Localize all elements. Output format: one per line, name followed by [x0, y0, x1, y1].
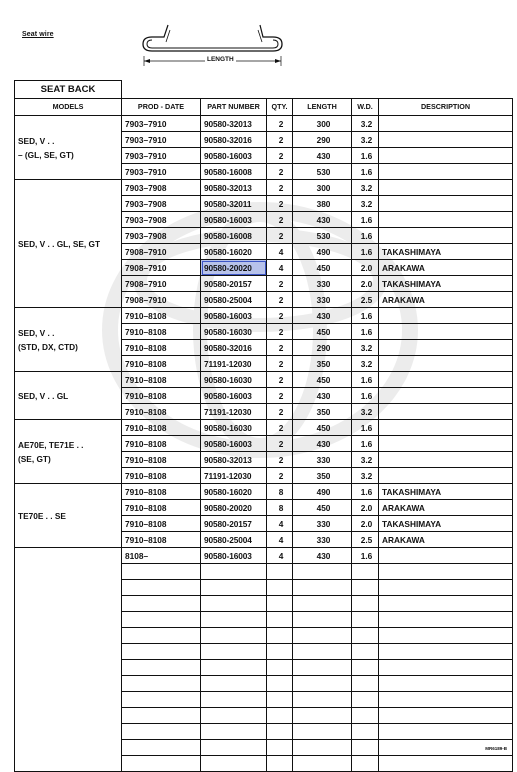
part-number-cell: 90580-16030	[201, 372, 267, 388]
prod-date-cell	[122, 708, 201, 724]
wd-cell: 1.6	[352, 244, 379, 260]
prod-date-cell	[122, 644, 201, 660]
prod-date-cell: 7908–7910	[122, 244, 201, 260]
wd-cell	[352, 564, 379, 580]
qty-cell: 2	[267, 196, 293, 212]
prod-date-cell: 7910–8108	[122, 340, 201, 356]
wd-cell: 1.6	[352, 212, 379, 228]
prod-date-cell: 7903–7910	[122, 148, 201, 164]
description-cell: ARAKAWA	[379, 260, 513, 276]
description-cell	[379, 580, 513, 596]
wd-cell: 1.6	[352, 228, 379, 244]
wd-cell: 2.5	[352, 292, 379, 308]
wd-cell	[352, 580, 379, 596]
prod-date-cell: 7903–7910	[122, 132, 201, 148]
wd-cell: 3.2	[352, 132, 379, 148]
col-header-models: MODELS	[15, 99, 122, 116]
wd-cell: 3.2	[352, 340, 379, 356]
wd-cell: 2.0	[352, 516, 379, 532]
part-number-cell: 90580-16020	[201, 244, 267, 260]
prod-date-cell: 7903–7908	[122, 212, 201, 228]
qty-cell: 2	[267, 468, 293, 484]
qty-cell: 8	[267, 500, 293, 516]
prod-date-cell	[122, 740, 201, 756]
model-cell: SED, V . . – (GL, SE, GT)	[15, 116, 122, 180]
part-number-cell: 90580-16008	[201, 228, 267, 244]
part-number-cell: 90580-16030	[201, 420, 267, 436]
description-cell	[379, 676, 513, 692]
length-cell	[293, 660, 352, 676]
qty-cell	[267, 692, 293, 708]
wd-cell: 2.0	[352, 500, 379, 516]
prod-date-cell	[122, 676, 201, 692]
wd-cell: 2.0	[352, 260, 379, 276]
prod-date-cell: 7910–8108	[122, 532, 201, 548]
col-header-description: DESCRIPTION	[379, 99, 513, 116]
wd-cell	[352, 756, 379, 772]
part-number-cell: 90580-20020	[201, 260, 267, 276]
header-row	[15, 99, 513, 116]
part-number-cell: 90580-20020	[201, 500, 267, 516]
part-number-cell	[201, 564, 267, 580]
length-cell	[293, 756, 352, 772]
length-dimension-label: LENGTH	[207, 56, 234, 63]
model-cell	[15, 548, 122, 772]
part-number-cell: 90580-32016	[201, 132, 267, 148]
section-title: SEAT BACK	[15, 81, 122, 99]
wd-cell: 1.6	[352, 164, 379, 180]
prod-date-cell: 7903–7908	[122, 228, 201, 244]
wd-cell	[352, 628, 379, 644]
qty-cell: 2	[267, 132, 293, 148]
length-cell: 490	[293, 244, 352, 260]
model-cell: AE70E, TE71E . . (SE, GT)	[15, 420, 122, 484]
wd-cell: 1.6	[352, 372, 379, 388]
length-cell: 300	[293, 116, 352, 132]
qty-cell: 2	[267, 372, 293, 388]
part-number-cell	[201, 628, 267, 644]
qty-cell	[267, 596, 293, 612]
table-row	[15, 484, 513, 500]
description-cell	[379, 708, 513, 724]
qty-cell	[267, 756, 293, 772]
description-cell	[379, 452, 513, 468]
qty-cell: 2	[267, 276, 293, 292]
table-row	[15, 180, 513, 196]
prod-date-cell	[122, 660, 201, 676]
part-number-cell	[201, 708, 267, 724]
description-cell	[379, 132, 513, 148]
part-number-cell: 90580-16020	[201, 484, 267, 500]
part-number-cell: 90580-25004	[201, 292, 267, 308]
prod-date-cell	[122, 628, 201, 644]
length-cell: 430	[293, 388, 352, 404]
part-number-cell: 90580-16003	[201, 388, 267, 404]
description-cell	[379, 324, 513, 340]
length-cell: 450	[293, 372, 352, 388]
part-number-cell	[201, 676, 267, 692]
seat-back-parts-table	[14, 80, 513, 772]
description-cell	[379, 148, 513, 164]
model-cell: TE70E . . SE	[15, 484, 122, 548]
part-number-cell: 71191-12030	[201, 468, 267, 484]
qty-cell: 2	[267, 420, 293, 436]
description-cell	[379, 388, 513, 404]
prod-date-cell: 7903–7910	[122, 164, 201, 180]
part-number-cell	[201, 580, 267, 596]
length-cell: 430	[293, 308, 352, 324]
length-cell: 350	[293, 468, 352, 484]
description-cell	[379, 340, 513, 356]
prod-date-cell	[122, 564, 201, 580]
prod-date-cell: 7903–7908	[122, 180, 201, 196]
length-cell	[293, 644, 352, 660]
prod-date-cell: 7910–8108	[122, 388, 201, 404]
part-number-cell: 90580-16003	[201, 548, 267, 564]
table-row	[15, 548, 513, 564]
wd-cell: 1.6	[352, 324, 379, 340]
prod-date-cell: 7910–8108	[122, 436, 201, 452]
description-cell	[379, 212, 513, 228]
wd-cell	[352, 660, 379, 676]
qty-cell: 2	[267, 452, 293, 468]
description-cell	[379, 436, 513, 452]
part-number-cell: 90580-16008	[201, 164, 267, 180]
description-cell	[379, 596, 513, 612]
length-cell: 300	[293, 180, 352, 196]
part-number-cell	[201, 756, 267, 772]
description-cell	[379, 660, 513, 676]
wd-cell	[352, 708, 379, 724]
qty-cell	[267, 612, 293, 628]
description-cell	[379, 308, 513, 324]
description-cell	[379, 564, 513, 580]
prod-date-cell: 8108–	[122, 548, 201, 564]
qty-cell: 2	[267, 228, 293, 244]
description-cell	[379, 196, 513, 212]
description-cell: TAKASHIMAYA	[379, 516, 513, 532]
qty-cell	[267, 724, 293, 740]
wd-cell: 2.0	[352, 276, 379, 292]
prod-date-cell	[122, 692, 201, 708]
length-cell	[293, 596, 352, 612]
col-header-part-number: PART NUMBER	[201, 99, 267, 116]
part-number-cell	[201, 692, 267, 708]
part-number-cell: 90580-16003	[201, 436, 267, 452]
part-number-cell	[201, 596, 267, 612]
length-cell	[293, 564, 352, 580]
length-cell: 430	[293, 548, 352, 564]
length-cell: 290	[293, 340, 352, 356]
description-cell	[379, 612, 513, 628]
prod-date-cell	[122, 580, 201, 596]
wd-cell: 2.5	[352, 532, 379, 548]
prod-date-cell: 7910–8108	[122, 468, 201, 484]
qty-cell: 2	[267, 356, 293, 372]
prod-date-cell: 7910–8108	[122, 500, 201, 516]
wd-cell: 3.2	[352, 180, 379, 196]
length-cell: 380	[293, 196, 352, 212]
wd-cell: 1.6	[352, 388, 379, 404]
length-cell: 490	[293, 484, 352, 500]
wd-cell: 1.6	[352, 308, 379, 324]
qty-cell	[267, 660, 293, 676]
description-cell	[379, 180, 513, 196]
part-number-cell	[201, 724, 267, 740]
qty-cell	[267, 740, 293, 756]
qty-cell: 2	[267, 148, 293, 164]
part-number-cell: 71191-12030	[201, 356, 267, 372]
description-cell	[379, 692, 513, 708]
length-cell: 430	[293, 436, 352, 452]
qty-cell: 2	[267, 116, 293, 132]
part-number-cell	[201, 644, 267, 660]
qty-cell: 2	[267, 324, 293, 340]
part-number-cell: 90580-16003	[201, 148, 267, 164]
qty-cell: 2	[267, 180, 293, 196]
part-number-cell	[201, 612, 267, 628]
wd-cell: 3.2	[352, 404, 379, 420]
length-cell: 530	[293, 164, 352, 180]
length-cell	[293, 740, 352, 756]
qty-cell: 4	[267, 516, 293, 532]
prod-date-cell: 7910–8108	[122, 324, 201, 340]
length-cell: 330	[293, 516, 352, 532]
part-number-cell	[201, 660, 267, 676]
table-row	[15, 420, 513, 436]
length-cell: 330	[293, 276, 352, 292]
description-cell	[379, 164, 513, 180]
length-cell	[293, 692, 352, 708]
wd-cell: 1.6	[352, 436, 379, 452]
prod-date-cell	[122, 596, 201, 612]
part-number-cell: 90580-16003	[201, 308, 267, 324]
wd-cell	[352, 644, 379, 660]
description-cell: TAKASHIMAYA	[379, 244, 513, 260]
description-cell	[379, 404, 513, 420]
prod-date-cell	[122, 724, 201, 740]
length-cell	[293, 724, 352, 740]
description-cell: ARAKAWA	[379, 532, 513, 548]
length-cell	[293, 580, 352, 596]
description-cell: ARAKAWA	[379, 500, 513, 516]
wd-cell	[352, 724, 379, 740]
prod-date-cell: 7910–8108	[122, 420, 201, 436]
wd-cell: 3.2	[352, 196, 379, 212]
length-cell	[293, 628, 352, 644]
description-cell	[379, 420, 513, 436]
wd-cell: 1.6	[352, 484, 379, 500]
part-number-cell: 90580-32013	[201, 116, 267, 132]
wd-cell: 1.6	[352, 420, 379, 436]
prod-date-cell: 7908–7910	[122, 292, 201, 308]
part-number-cell: 90580-20157	[201, 276, 267, 292]
length-cell	[293, 708, 352, 724]
part-number-cell: 90580-25004	[201, 532, 267, 548]
qty-cell	[267, 580, 293, 596]
part-number-cell: 71191-12030	[201, 404, 267, 420]
description-cell: ARAKAWA	[379, 292, 513, 308]
length-cell	[293, 612, 352, 628]
wd-cell: 1.6	[352, 548, 379, 564]
prod-date-cell: 7908–7910	[122, 260, 201, 276]
model-cell: SED, V . . (STD, DX, CTD)	[15, 308, 122, 372]
prod-date-cell: 7910–8108	[122, 404, 201, 420]
wd-cell: 3.2	[352, 452, 379, 468]
qty-cell: 2	[267, 404, 293, 420]
description-cell	[379, 644, 513, 660]
qty-cell: 2	[267, 308, 293, 324]
part-number-cell: 90580-20157	[201, 516, 267, 532]
wd-cell: 1.6	[352, 148, 379, 164]
part-number-cell: 90580-16030	[201, 324, 267, 340]
wd-cell	[352, 596, 379, 612]
part-number-cell	[201, 740, 267, 756]
qty-cell: 2	[267, 212, 293, 228]
col-header-prod-date: PROD - DATE	[122, 99, 201, 116]
page-title: Seat wire	[22, 31, 54, 38]
part-number-cell: 90580-32016	[201, 340, 267, 356]
prod-date-cell: 7910–8108	[122, 484, 201, 500]
prod-date-cell: 7910–8108	[122, 516, 201, 532]
prod-date-cell: 7910–8108	[122, 356, 201, 372]
footer-code: MR6189-B	[485, 746, 507, 751]
length-cell: 450	[293, 500, 352, 516]
description-cell	[379, 756, 513, 772]
length-cell	[293, 676, 352, 692]
col-header-wd: W.D.	[352, 99, 379, 116]
qty-cell: 2	[267, 436, 293, 452]
wd-cell	[352, 692, 379, 708]
qty-cell: 4	[267, 532, 293, 548]
qty-cell: 2	[267, 164, 293, 180]
length-cell: 430	[293, 212, 352, 228]
description-cell: TAKASHIMAYA	[379, 276, 513, 292]
description-cell	[379, 628, 513, 644]
wd-cell	[352, 740, 379, 756]
prod-date-cell: 7910–8108	[122, 452, 201, 468]
qty-cell: 2	[267, 340, 293, 356]
length-cell: 350	[293, 404, 352, 420]
qty-cell	[267, 564, 293, 580]
prod-date-cell: 7910–8108	[122, 372, 201, 388]
length-cell: 450	[293, 420, 352, 436]
col-header-length: LENGTH	[293, 99, 352, 116]
prod-date-cell	[122, 756, 201, 772]
description-cell: TAKASHIMAYA	[379, 484, 513, 500]
part-number-cell: 90580-32013	[201, 452, 267, 468]
length-cell: 330	[293, 292, 352, 308]
table-row	[15, 116, 513, 132]
length-cell: 530	[293, 228, 352, 244]
qty-cell: 4	[267, 548, 293, 564]
qty-cell: 8	[267, 484, 293, 500]
prod-date-cell: 7910–8108	[122, 308, 201, 324]
length-cell: 350	[293, 356, 352, 372]
description-cell	[379, 468, 513, 484]
col-header-qty: QTY.	[267, 99, 293, 116]
qty-cell: 4	[267, 244, 293, 260]
length-cell: 450	[293, 324, 352, 340]
qty-cell	[267, 628, 293, 644]
model-cell: SED, V . . GL	[15, 372, 122, 420]
description-cell	[379, 116, 513, 132]
qty-cell: 2	[267, 388, 293, 404]
qty-cell: 2	[267, 292, 293, 308]
model-cell: SED, V . . GL, SE, GT	[15, 180, 122, 308]
wd-cell	[352, 612, 379, 628]
wd-cell	[352, 676, 379, 692]
wd-cell: 3.2	[352, 356, 379, 372]
description-cell	[379, 356, 513, 372]
qty-cell: 4	[267, 260, 293, 276]
part-number-cell: 90580-16003	[201, 212, 267, 228]
part-number-cell: 90580-32013	[201, 180, 267, 196]
prod-date-cell: 7908–7910	[122, 276, 201, 292]
length-cell: 450	[293, 260, 352, 276]
description-cell	[379, 228, 513, 244]
wd-cell: 3.2	[352, 116, 379, 132]
table-row	[15, 372, 513, 388]
prod-date-cell: 7903–7910	[122, 116, 201, 132]
length-cell: 430	[293, 148, 352, 164]
length-cell: 290	[293, 132, 352, 148]
length-cell: 330	[293, 452, 352, 468]
table-row	[15, 308, 513, 324]
part-number-cell: 90580-32011	[201, 196, 267, 212]
description-cell	[379, 548, 513, 564]
qty-cell	[267, 644, 293, 660]
prod-date-cell: 7903–7908	[122, 196, 201, 212]
wd-cell: 3.2	[352, 468, 379, 484]
qty-cell	[267, 676, 293, 692]
prod-date-cell	[122, 612, 201, 628]
description-cell	[379, 724, 513, 740]
description-cell	[379, 372, 513, 388]
qty-cell	[267, 708, 293, 724]
length-cell: 330	[293, 532, 352, 548]
